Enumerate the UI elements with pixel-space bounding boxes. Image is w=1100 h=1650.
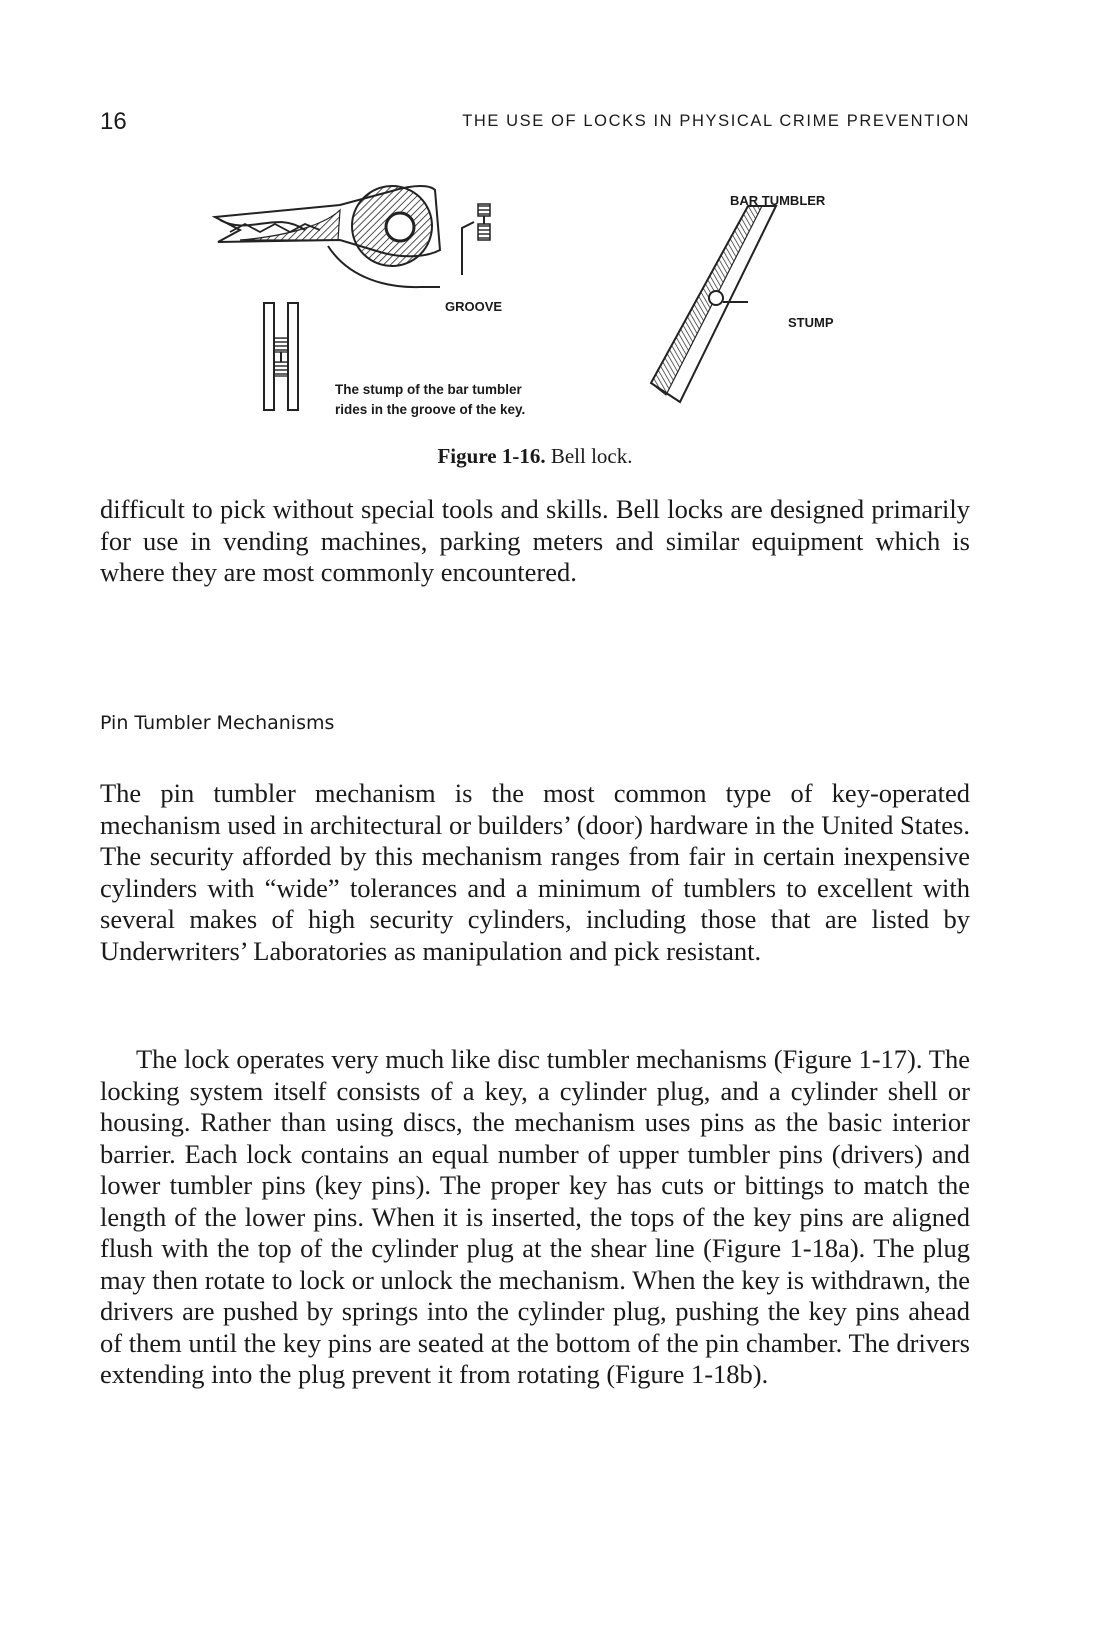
inner-caption-line-1: The stump of the bar tumbler: [335, 382, 522, 397]
running-head: [100, 108, 970, 138]
paragraph-3: The lock operates very much like disc tumbler mechanisms (Figure 1-17). The locking system itself consists of a key, a cylinder plug, and a cylinder shell or housing. Rather than using discs, the mechanism uses pins as the basic interior barrier. Each lock contains an equal number of upper tumbler pins (drivers) and lower tumbler pins (key pins). The proper key has cuts or bittings to match the length of the lower pins. When it is inserted, the tops of the key pins are aligned flush with the top of the cylinder plug at the shear line (Figure 1-18a). The plug may then rotate to lock or unlock the mechanism. When the key is withdrawn, the drivers are pushed by springs into the cylinder plug, pushing the key pins ahead of them until the key pins are seated at the bottom of the pin chamber. The drivers extending into the plug prevent it from rotating (Figure 1-18b).: [100, 1044, 970, 1389]
figure-bell-lock: [100, 180, 970, 480]
bell-lock-illustration: [100, 180, 970, 480]
figure-number: Figure 1-16.: [437, 444, 546, 468]
paragraph-2: The pin tumbler mechanism is the most common type of key-operated mechanism used in architectural or builders’ (door) hardware in the United States. The security afforded by this mechanism ranges from fair in certain inexpensive cylinders with “wide” tolerances and a minimum of tumblers to excellent with several makes of high security cylinders, including those that are listed by Underwriters’ Laboratories as manipulation and pick resistant.: [100, 778, 970, 966]
bar-tumbler-drawing: [651, 206, 776, 402]
running-title: THE USE OF LOCKS IN PHYSICAL CRIME PREVENTION: [462, 112, 970, 130]
page-number: 16: [100, 108, 127, 135]
key-drawing: [215, 186, 440, 287]
figure-caption: [100, 444, 970, 469]
side-view-drawing: [264, 303, 298, 410]
paragraph-1: difficult to pick without special tools and skills. Bell locks are designed primarily for use in vending machines, parking meters and similar equipment which is where they are most commonly encountered.: [100, 494, 970, 587]
inner-caption-line-2: rides in the groove of the key.: [335, 402, 526, 417]
figure-inner-caption: [335, 380, 525, 420]
tumbler-detail: [462, 204, 490, 275]
section-heading: Pin Tumbler Mechanisms: [100, 712, 335, 734]
figure-caption-text: Bell lock.: [550, 444, 633, 468]
groove-label: GROOVE: [445, 299, 503, 314]
bar-tumbler-label: BAR TUMBLER: [730, 193, 826, 208]
stump-label: STUMP: [788, 315, 834, 330]
